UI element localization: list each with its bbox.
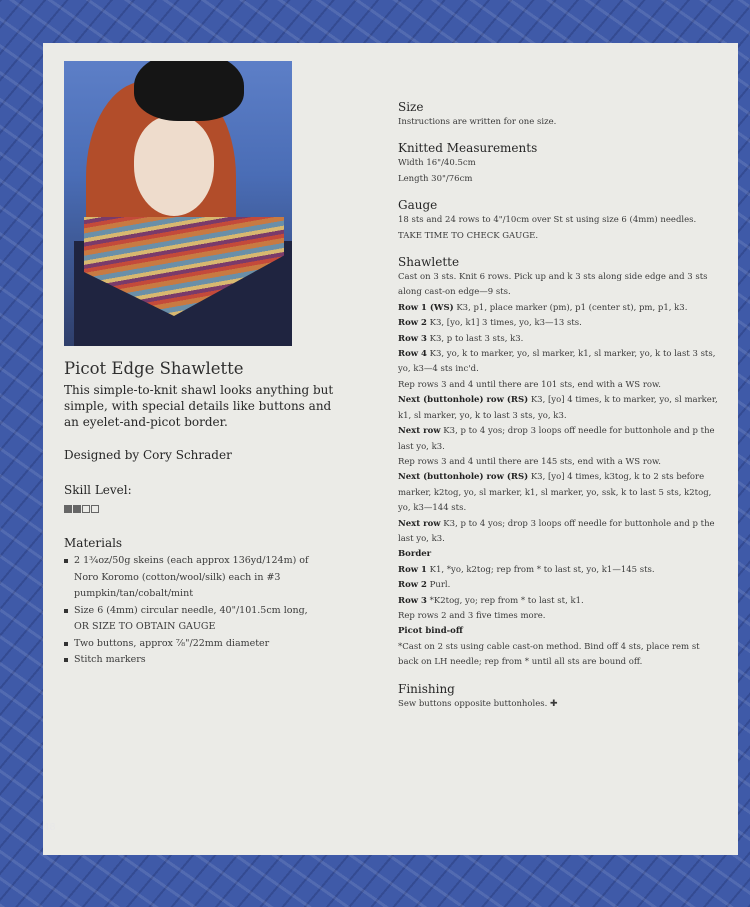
row-instruction [398, 517, 718, 548]
page-number: 48 [43, 822, 56, 833]
pattern-title: Picot Edge Shawlette [64, 359, 244, 378]
row-text: Rep rows 3 and 4 until there are 145 sts, end with a WS row. [398, 456, 661, 467]
shawlette-heading: Shawlette [398, 255, 460, 270]
skill-level-indicator [64, 505, 99, 513]
materials-heading: Materials [64, 536, 123, 550]
materials-item: 2 1¾oz/50g skeins (each approx 136yd/124m) of Noro Koromo (cotton/wool/silk) each in #3 pumpkin/tan/cobalt/mint [64, 553, 314, 603]
row-label: Row 2 [398, 318, 427, 329]
border-row [398, 578, 718, 593]
end-mark-icon: ✚ [550, 698, 558, 709]
measurements-heading: Knitted Measurements [398, 141, 538, 156]
row-instruction [398, 393, 718, 424]
photo-face [134, 116, 214, 216]
row-instruction [398, 378, 718, 393]
border-row [398, 609, 718, 624]
row-instruction [398, 455, 718, 470]
row-label: Row 1 [398, 564, 427, 575]
border-heading [398, 547, 718, 562]
row-label: Row 4 [398, 349, 427, 360]
row-text: K3, yo, k to marker, yo, sl marker, k1, sl marker, yo, k to last 3 sts, yo, k3—4 sts inc'd. [398, 349, 716, 375]
photo-hat [134, 61, 244, 121]
finishing-paragraph [398, 697, 718, 712]
materials-item: Size 6 (4mm) circular needle, 40"/101.5cm long, OR SIZE TO OBTAIN GAUGE [64, 603, 314, 636]
finishing-text: Sew buttons opposite buttonholes. [398, 698, 548, 709]
row-instruction [398, 332, 718, 347]
shawlette-intro: Cast on 3 sts. Knit 6 rows. Pick up and k 3 sts along side edge and 3 sts along cast-on edge—9 sts. [398, 272, 708, 298]
row-text: Purl. [426, 580, 451, 591]
materials-list [64, 553, 314, 669]
row-label: Row 3 [398, 333, 427, 344]
row-text: K3, p1, place marker (pm), p1 (center st), pm, p1, k3. [453, 302, 688, 313]
row-label: Next (buttonhole) row (RS) [398, 472, 529, 483]
pattern-intro: This simple-to-knit shawl looks anything but simple, with special details like buttons and an eyelet-and-picot border. [64, 383, 334, 429]
row-label: Row 3 [398, 595, 427, 606]
row-instruction [398, 316, 718, 331]
row-text: Rep rows 3 and 4 until there are 101 sts, end with a WS row. [398, 379, 661, 390]
row-instruction [398, 470, 718, 516]
skill-box-filled [64, 505, 72, 513]
skill-heading: Skill Level: [64, 483, 132, 497]
measurement-width: Width 16"/40.5cm [398, 158, 476, 169]
row-text: K3, p to last 3 sts, k3. [426, 333, 524, 344]
page [43, 43, 738, 855]
row-label: Next row [398, 518, 441, 529]
row-label: Next (buttonhole) row (RS) [398, 395, 529, 406]
instructions-column [398, 99, 718, 722]
border-row [398, 594, 718, 609]
row-text: K3, p to 4 yos; drop 3 loops off needle for buttonhole and p the last yo, k3. [398, 426, 715, 452]
gauge-check: TAKE TIME TO CHECK GAUGE. [398, 230, 539, 241]
row-text: K3, p to 4 yos; drop 3 loops off needle for buttonhole and p the last yo, k3. [398, 518, 715, 544]
row-instruction [398, 424, 718, 455]
gauge-text: 18 sts and 24 rows to 4"/10cm over St st using size 6 (4mm) needles. [398, 215, 697, 226]
skill-box-empty [91, 505, 99, 513]
row-text: K1, *yo, k2tog; rep from * to last st, yo, k1—145 sts. [426, 564, 655, 575]
row-text: K3, [yo, k1] 3 times, yo, k3—13 sts. [426, 318, 582, 329]
bindoff-heading [398, 624, 718, 639]
border-row [398, 563, 718, 578]
row-text: K3, [yo] 4 times, k3tog, k to 2 sts before marker, k2tog, yo, sl marker, k1, sl marker, yo, ssk, k to last 5 sts, k2tog, yo, k3—144 sts. [398, 472, 712, 514]
row-label: Next row [398, 426, 441, 437]
materials-item: Two buttons, approx ⅞"/22mm diameter [64, 636, 314, 653]
measurement-length: Length 30"/76cm [398, 173, 473, 184]
gauge-heading: Gauge [398, 198, 438, 213]
row-instruction [398, 347, 718, 378]
finishing-heading: Finishing [398, 681, 455, 696]
skill-box-filled [73, 505, 81, 513]
materials-item: Stitch markers [64, 652, 314, 669]
size-heading: Size [398, 100, 424, 114]
row-label: Row 1 (WS) [398, 302, 454, 313]
model-photo [64, 61, 292, 346]
size-text: Instructions are written for one size. [398, 117, 557, 127]
border-heading-label: Border [398, 549, 432, 560]
skill-box-empty [82, 505, 90, 513]
row-text: K3, [yo] 4 times, k to marker, yo, sl marker, k1, sl marker, yo, k to last 3 sts, yo, k3. [398, 395, 718, 421]
row-label: Row 2 [398, 580, 427, 591]
bindoff-text: *Cast on 2 sts using cable cast-on method. Bind off 4 sts, place rem st back on LH needle; rep from * until all sts are bound off. [398, 641, 700, 668]
row-instruction [398, 301, 718, 316]
bindoff-heading-label: Picot bind-off [398, 626, 463, 637]
designer-credit: Designed by Cory Schrader [64, 448, 232, 462]
row-text: *K2tog, yo; rep from * to last st, k1. [426, 595, 584, 606]
row-text: Rep rows 2 and 3 five times more. [398, 610, 546, 621]
